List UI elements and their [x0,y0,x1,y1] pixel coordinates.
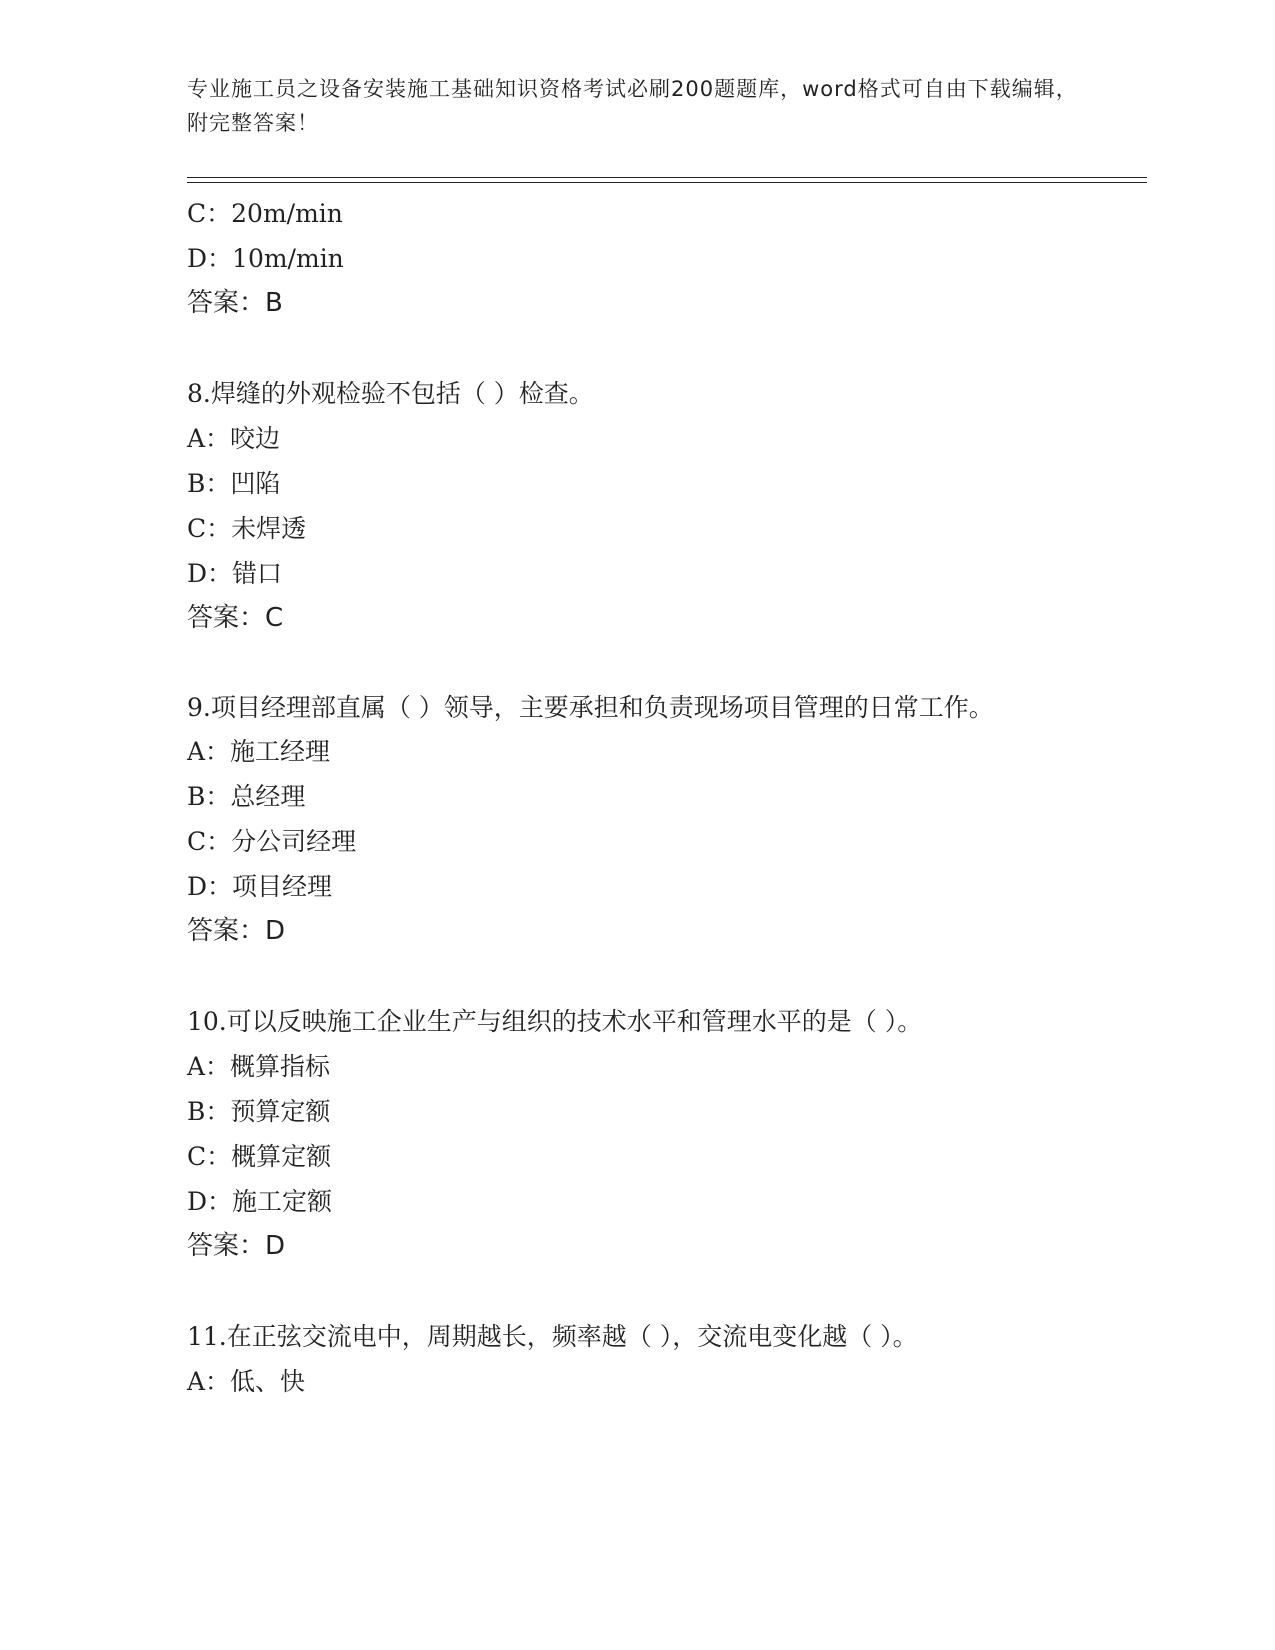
option-c: C：未焊透 [187,514,307,543]
option-a: A：施工经理 [187,737,331,766]
header-rule-bottom [187,182,1147,183]
answer-line: 答案：D [187,916,286,946]
option-c: C：20m/min [187,199,343,228]
answer-line: 答案：B [187,288,283,318]
spacer [187,326,1087,371]
option-c: C：分公司经理 [187,827,357,856]
question-9 [187,686,1087,954]
spacer [187,641,1087,686]
option-d: D：施工定额 [187,1187,333,1216]
option-d: D：项目经理 [187,872,333,901]
option-c: C：概算定额 [187,1142,332,1171]
answer-line: 答案：C [187,603,284,633]
document-header: 专业施工员之设备安装施工基础知识资格考试必刷200题题库，word格式可自由下载编辑，附完整答案！ [187,77,1078,135]
document-content [187,191,1087,1404]
option-a: A：概算指标 [187,1052,331,1081]
option-d: D：错口 [187,559,283,588]
option-a: A：低、快 [187,1367,306,1396]
answer-line: 答案：D [187,1231,286,1261]
option-b: B：总经理 [187,782,306,811]
option-b: B：预算定额 [187,1097,331,1126]
question-continued [187,191,1087,326]
header-rule-top [187,177,1147,178]
question-text: 10.可以反映施工企业生产与组织的技术水平和管理水平的是（ ）。 [187,1007,923,1036]
option-d: D：10m/min [187,244,344,273]
question-10 [187,999,1087,1269]
spacer [187,954,1087,999]
option-b: B：凹陷 [187,469,281,498]
question-11 [187,1314,1087,1404]
question-8 [187,371,1087,641]
question-text: 11.在正弦交流电中，周期越长，频率越（ ），交流电变化越（ ）。 [187,1322,918,1351]
question-text: 8.焊缝的外观检验不包括（ ）检查。 [187,379,594,408]
option-a: A：咬边 [187,424,281,453]
spacer [187,1269,1087,1314]
question-text: 9.项目经理部直属（ ）领导，主要承担和负责现场项目管理的日常工作。 [187,693,994,722]
